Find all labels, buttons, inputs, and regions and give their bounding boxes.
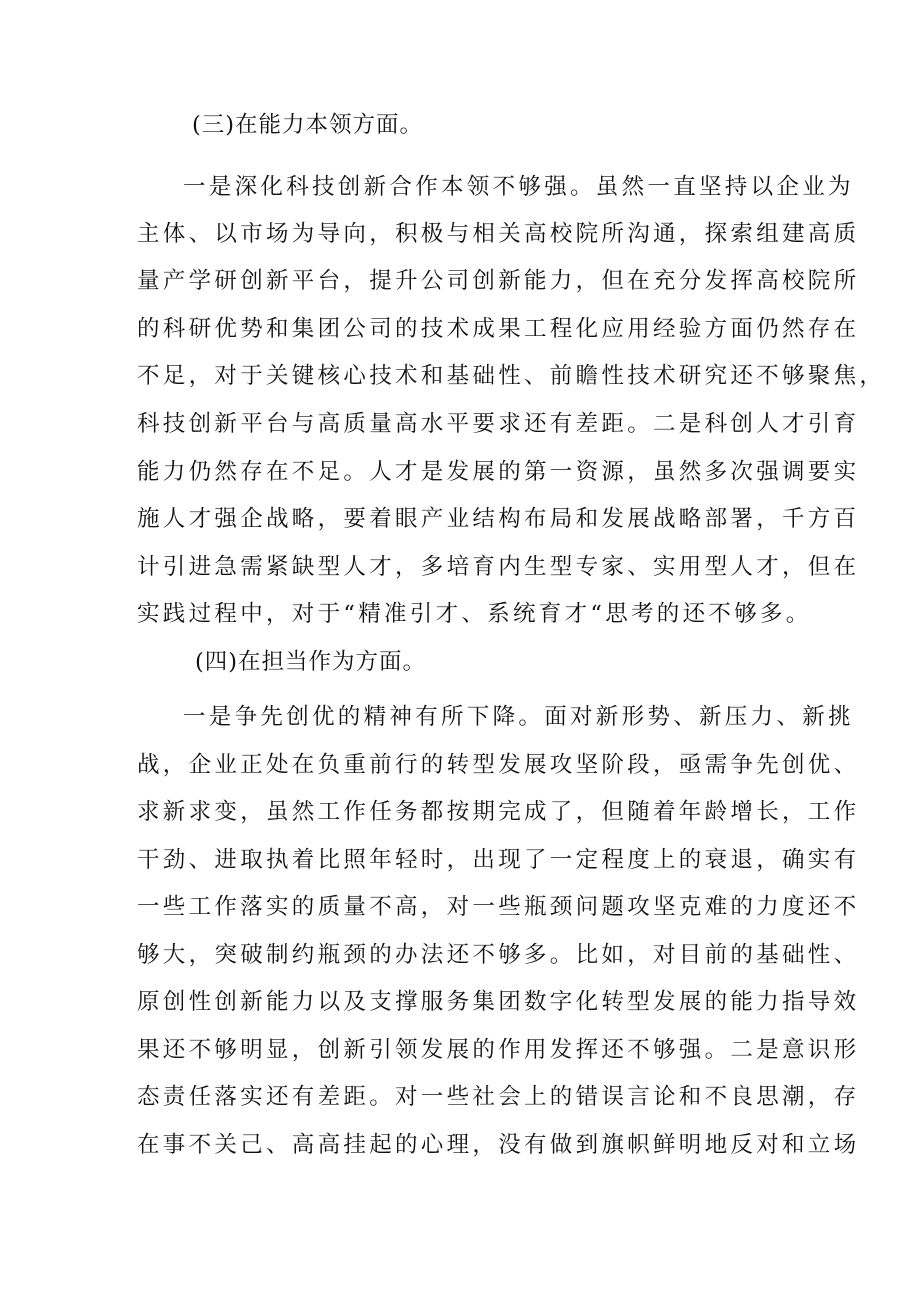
paragraph-line: 一是深化科技创新合作本领不够强。虽然一直坚持以企业为 <box>183 174 854 200</box>
section-three-heading: (三)在能力本领方面。 <box>192 112 424 138</box>
paragraph-line: 量产学研创新平台，提升公司创新能力，但在充分发挥高校院所 <box>137 268 860 294</box>
paragraph-line: 的科研优势和集团公司的技术成果工程化应用经验方面仍然存在 <box>137 316 860 342</box>
paragraph-line: 主体、以市场为导向，积极与相关高校院所沟通，探索组建高质 <box>137 221 860 247</box>
paragraph-line: 不足，对于关键核心技术和基础性、前瞻性技术研究还不够聚焦， <box>137 363 886 389</box>
paragraph-line: 果还不够明显，创新引领发展的作用发挥还不够强。二是意识形 <box>137 1037 860 1063</box>
paragraph-line: 原创性创新能力以及支撑服务集团数字化转型发展的能力指导效 <box>137 989 860 1015</box>
paragraph-line: 干劲、进取执着比照年轻时，出现了一定程度上的衰退，确实有 <box>137 847 860 873</box>
paragraph-line: 实践过程中，对于“精准引才、系统育才“思考的还不够多。 <box>137 601 812 627</box>
section-four-heading: (四)在担当作为方面。 <box>195 649 427 675</box>
paragraph-line: 一些工作落实的质量不高，对一些瓶颈问题攻坚克难的力度还不 <box>137 894 860 920</box>
paragraph-line: 求新求变，虽然工作任务都按期完成了，但随着年龄增长，工作 <box>137 799 860 825</box>
paragraph-line: 施人才强企战略，要着眼产业结构布局和发展战略部署，千方百 <box>137 506 860 532</box>
paragraph-line: 计引进急需紧缺型人才，多培育内生型专家、实用型人才，但在 <box>137 554 860 580</box>
paragraph-line: 在事不关己、高高挂起的心理，没有做到旗帜鲜明地反对和立场 <box>137 1132 860 1158</box>
paragraph-line: 战，企业正处在负重前行的转型发展攻坚阶段，亟需争先创优、 <box>137 752 860 778</box>
paragraph-line: 够大，突破制约瓶颈的办法还不够多。比如，对目前的基础性、 <box>137 942 860 968</box>
paragraph-line: 能力仍然存在不足。人才是发展的第一资源，虽然多次强调要实 <box>137 459 860 485</box>
paragraph-line: 科技创新平台与高质量高水平要求还有差距。二是科创人才引育 <box>137 411 860 437</box>
paragraph-line: 一是争先创优的精神有所下降。面对新形势、新压力、新挑 <box>183 704 854 730</box>
paragraph-line: 态责任落实还有差距。对一些社会上的错误言论和不良思潮，存 <box>137 1084 860 1110</box>
